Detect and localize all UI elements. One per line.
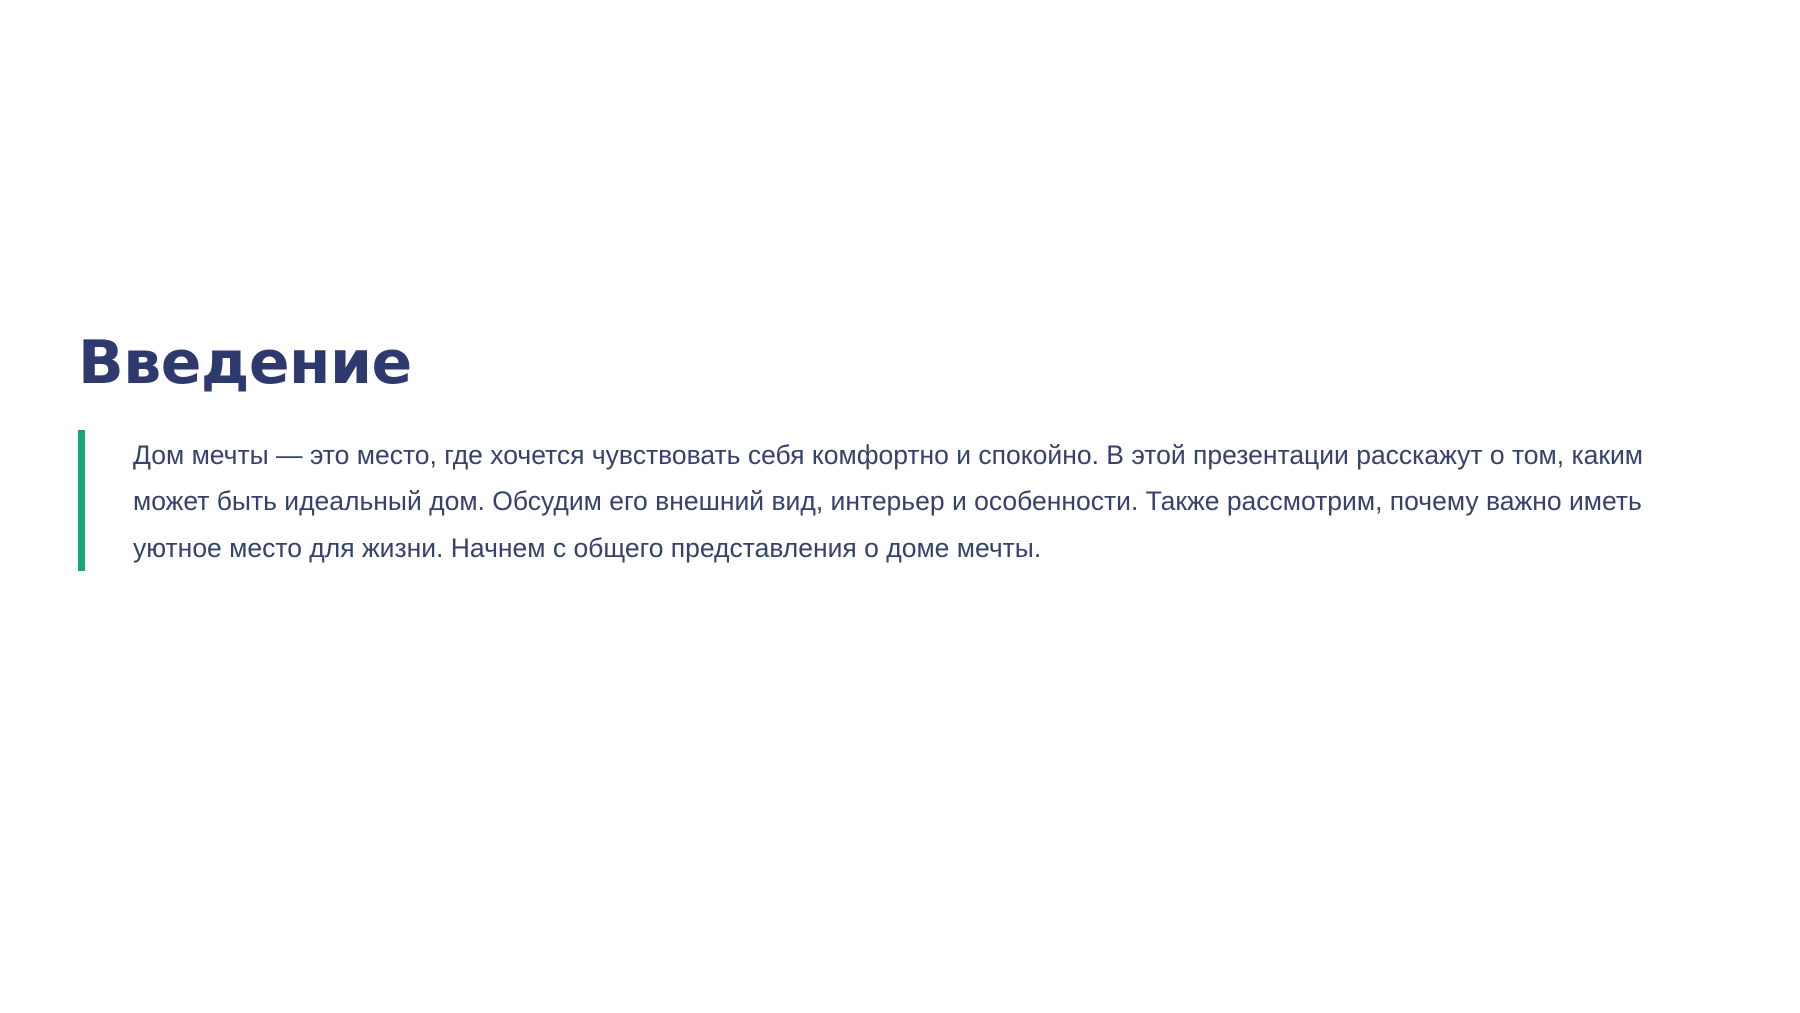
- slide-content: [78, 330, 1718, 571]
- page-title: Введение: [78, 328, 412, 398]
- accent-bar: [78, 430, 85, 571]
- intro-paragraph-block: [78, 430, 1718, 571]
- intro-paragraph-text: Дом мечты — это место, где хочется чувствовать себя комфортно и спокойно. В этой презентации расскажут о том, каким может быть идеальный дом. Обсудим его внешний вид, интерьер и особенности. Также рассмотрим, почему важно иметь уютное место для жизни. Начнем с общего представления о доме мечты.: [133, 440, 1644, 563]
